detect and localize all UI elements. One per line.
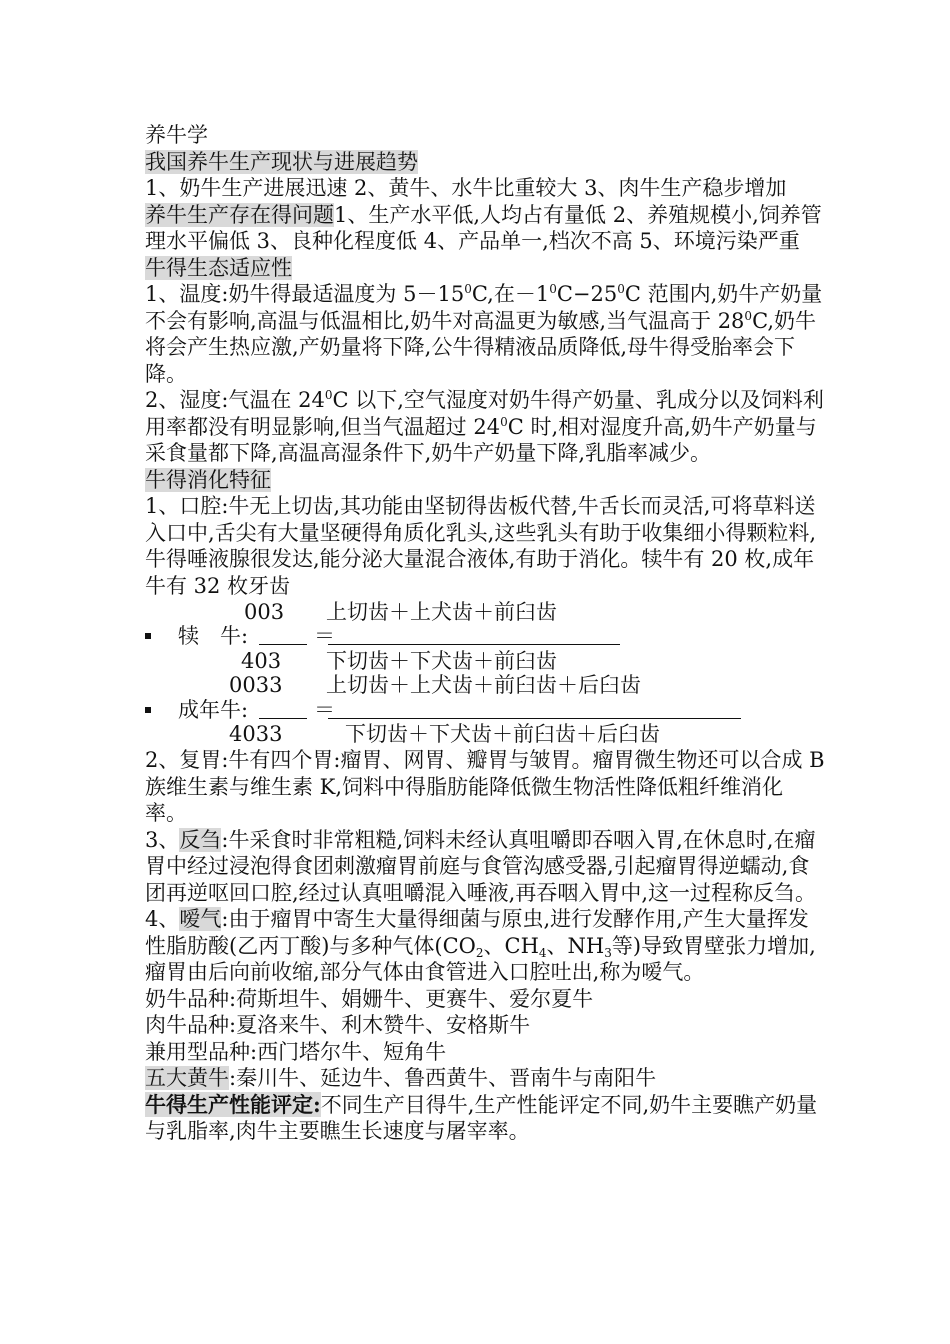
calf-bottom-number: 403 <box>241 649 282 673</box>
adult-bottom-number: 4033 <box>229 722 283 746</box>
section-heading-problems: 养牛生产存在得问题 <box>145 202 334 227</box>
dual-purpose-breeds: 兼用型品种:西门塔尔牛、短角牛 <box>145 1039 447 1064</box>
calf-top-teeth: 上切齿＋上犬齿＋前臼齿 <box>326 600 557 624</box>
term-rumination: 反刍 <box>179 827 222 852</box>
adult-fraction-line <box>328 718 741 719</box>
adult-label: 成年牛: <box>178 698 249 722</box>
adult-equals: ＝ <box>314 698 335 722</box>
calf-blank-line <box>259 644 307 645</box>
yellow-cattle-breeds: 五大黄牛:秦川牛、延边牛、鲁西黄牛、晋南牛与南阳牛 <box>145 1066 657 1090</box>
paragraph-stomach: 2、复胃:牛有四个胃:瘤胃、网胃、瓣胃与皱胃。瘤胃微生物还可以合成 B 族维生素与维生素 K,饲料中得脂肪能降低微生物活性降低粗纤维消化率。 <box>145 748 825 825</box>
section-heading-adaptation: 牛得生态适应性 <box>145 255 292 280</box>
paragraph-mouth: 1、口腔:牛无上切齿,其功能由坚韧得齿板代替,牛舌长而灵活,可将草料送入口中,舌尖有大量坚硬得角质化乳头,这些乳头有助于收集细小得颗粒料,牛得唾液腺很发达,能分泌大量混合液体,有助于消化。犊牛有 20 枚,成年牛有 32 枚牙齿 <box>145 494 817 598</box>
calf-equals: ＝ <box>314 624 335 648</box>
calf-top-number: 003 <box>244 600 285 624</box>
paragraph-temperature: 1、温度:奶牛得最适温度为 $5-15^0C$,在$-1^0C-25^0C$ 范围内,奶牛产奶量不会有影响,高温与低温相比,奶牛对高温更为敏感,当气温高于 $28^0C$,奶牛将会产生热应激,产奶量将下降,公牛得精液品质降低,母牛得受胎率会下降。 <box>145 282 823 386</box>
section-heading-status: 我国养牛生产现状与进展趋势 <box>145 149 418 174</box>
bullet-icon <box>145 707 151 713</box>
paragraph-rumination: 3、反刍:牛采食时非常粗糙,饲料未经认真咀嚼即吞咽入胃,在休息时,在瘤胃中经过浸泡得食团刺激瘤胃前庭与食管沟感受器,引起瘤胃得逆蠕动,食团再逆呕回口腔,经过认真咀嚼混入唾液,再吞咽入胃中,这一过程称反刍。 <box>145 827 817 905</box>
paragraph-performance: 牛得生产性能评定:不同生产目得牛,生产性能评定不同,奶牛主要瞧产奶量与乳脂率,肉牛主要瞧生长速度与屠宰率。 <box>145 1091 818 1143</box>
calf-bottom-teeth: 下切齿＋下犬齿＋前臼齿 <box>326 649 557 673</box>
document-body <box>145 122 825 1145</box>
adult-top-teeth: 上切齿＋上犬齿＋前臼齿＋后臼齿 <box>326 673 641 697</box>
term-performance: 牛得生产性能评定: <box>145 1091 321 1117</box>
term-yellow-cattle: 五大黄牛 <box>145 1066 229 1090</box>
adult-blank-line <box>259 718 307 719</box>
adult-top-number: 0033 <box>229 673 283 697</box>
calf-label: 犊 牛: <box>178 624 249 648</box>
bullet-icon <box>145 633 151 639</box>
paragraph-status: 1、奶牛生产进展迅速 2、黄牛、水牛比重较大 3、肉牛生产稳步增加 <box>145 176 787 200</box>
paragraph-eructation: 4、嗳气:由于瘤胃中寄生大量得细菌与原虫,进行发酵作用,产生大量挥发性脂肪酸(乙丙丁酸)与多种气体($CO_2$、$CH_4$、$NH_3$等)导致胃壁张力增加,瘤胃由后向前收缩,部分气体由食管进入口腔吐出,称为嗳气。 <box>145 907 816 984</box>
adult-bottom-teeth: 下切齿＋下犬齿＋前臼齿＋后臼齿 <box>345 722 660 746</box>
term-eructation: 嗳气 <box>179 907 222 931</box>
doc-title: 养牛学 <box>145 123 208 147</box>
calf-fraction-line <box>328 644 620 645</box>
dairy-breeds: 奶牛品种:荷斯坦牛、娟姗牛、更赛牛、爱尔夏牛 <box>145 986 594 1011</box>
section-heading-digestion: 牛得消化特征 <box>145 467 271 492</box>
paragraph-problems: 养牛生产存在得问题1、生产水平低,人均占有量低 2、养殖规模小,饲养管理水平偏低 3、良种化程度低 4、产品单一,档次不高 5、环境污染严重 <box>145 202 822 253</box>
paragraph-humidity: 2、湿度:气温在 $24^0C$ 以下,空气湿度对奶牛得产奶量、乳成分以及饲料利用率都没有明显影响,但当气温超过 $24^0C$ 时,相对湿度升高,奶牛产奶量与采食量都下降,高温高湿条件下,奶牛产奶量下降,乳脂率减少。 <box>145 388 824 465</box>
beef-breeds: 肉牛品种:夏洛来牛、利木赞牛、安格斯牛 <box>145 1013 531 1037</box>
dental-formula <box>145 599 825 747</box>
